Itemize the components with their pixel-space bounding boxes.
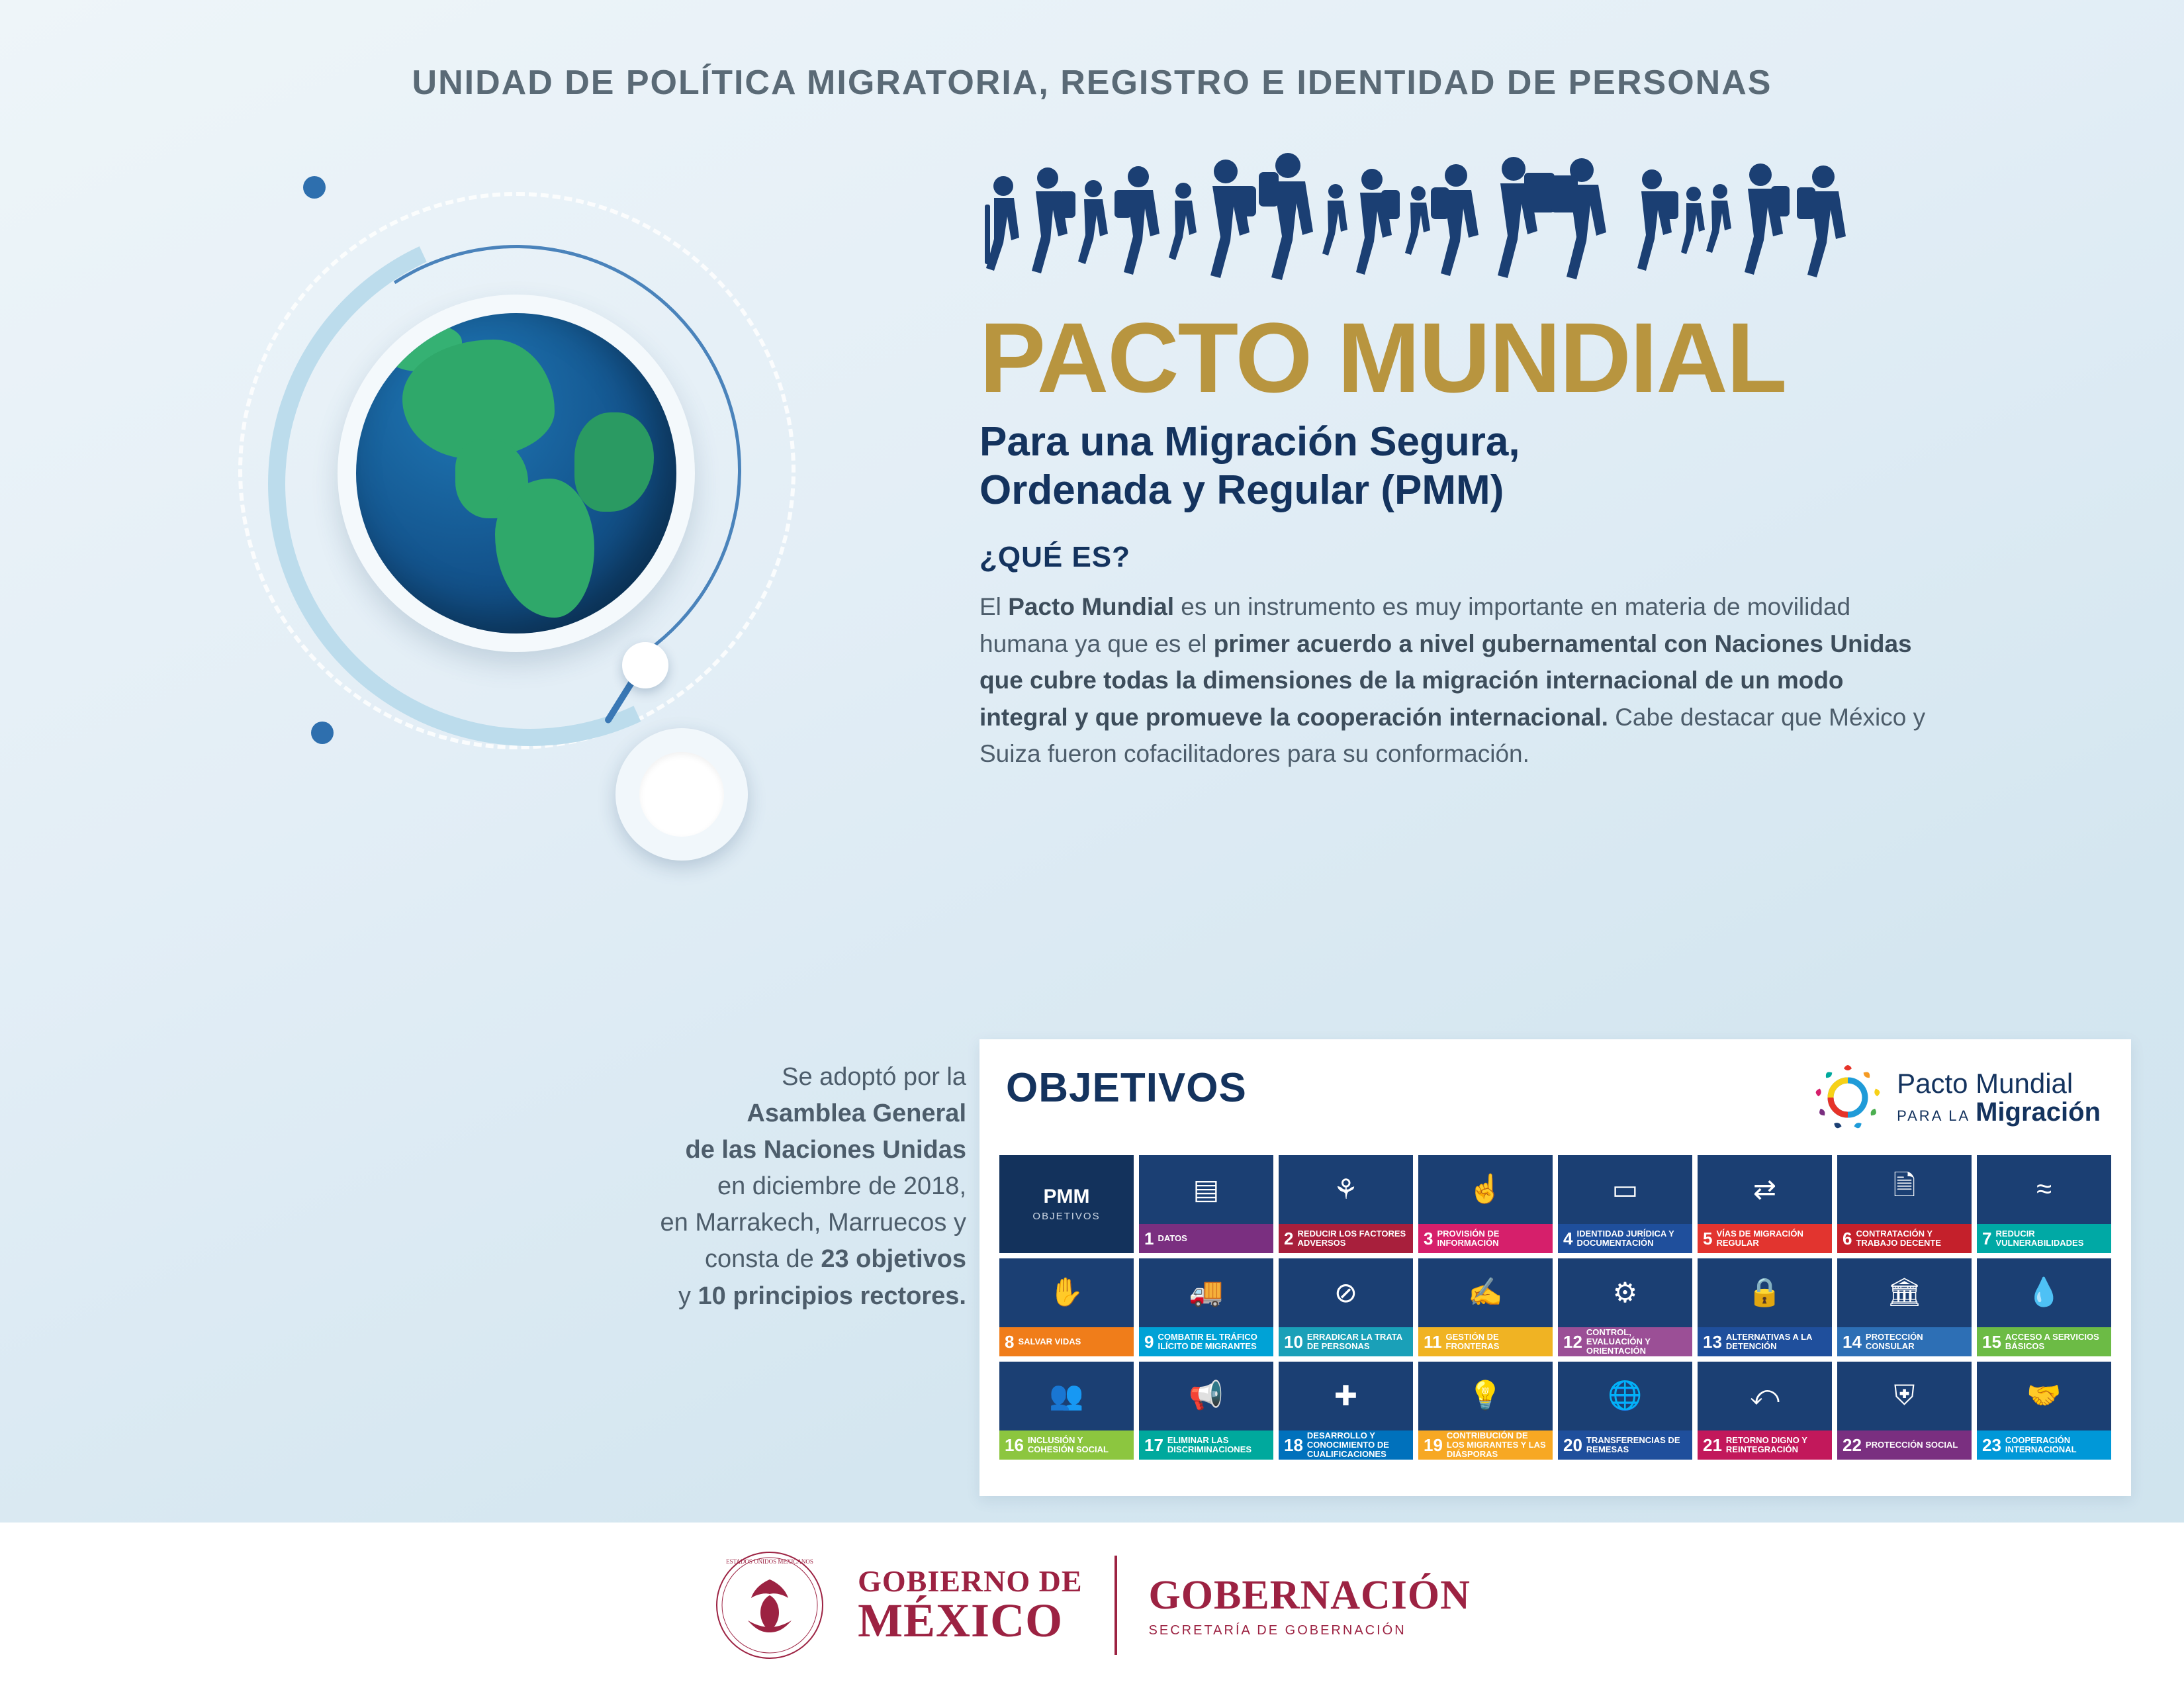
objective-label: INCLUSIÓN Y COHESIÓN SOCIAL — [1027, 1434, 1109, 1454]
building-icon: 🏛 — [1886, 1276, 1923, 1307]
objective-label: PROTECCIÓN SOCIAL — [1865, 1439, 1958, 1450]
objective-label: RETORNO DIGNO Y REINTEGRACIÓN — [1725, 1434, 1807, 1454]
objective-card-7[interactable] — [1977, 1155, 2111, 1253]
hero-title: PACTO MUNDIAL — [979, 302, 1786, 413]
objective-card-1[interactable] — [1139, 1155, 1273, 1253]
truck-icon: 🚚 — [1189, 1276, 1224, 1307]
objective-card-18[interactable] — [1279, 1362, 1413, 1460]
contract-icon: 🗎 — [1893, 1169, 1916, 1201]
pmm-brand-line1: Pacto Mundial — [1897, 1067, 2073, 1099]
objective-footer-5 — [1698, 1224, 1832, 1253]
objective-footer-19 — [1418, 1430, 1553, 1460]
objective-card-5[interactable] — [1698, 1155, 1832, 1253]
objective-card-9[interactable] — [1139, 1258, 1273, 1356]
handshake-globe-icon: 🤝 — [2026, 1379, 2062, 1411]
hero-subtitle — [979, 418, 1926, 514]
objective-footer-9 — [1139, 1327, 1273, 1356]
group-people-icon: 👥 — [1049, 1379, 1084, 1411]
objective-label: TRANSFERENCIAS DE REMESAS — [1586, 1434, 1680, 1454]
skills-icon: ✚ — [1334, 1380, 1358, 1411]
objective-footer-15 — [1977, 1327, 2111, 1356]
objective-footer-14 — [1837, 1327, 1972, 1356]
objective-card-10[interactable] — [1279, 1258, 1413, 1356]
objective-intro-line1: PMM — [1043, 1186, 1090, 1207]
mexican-coat-of-arms-icon — [713, 1549, 826, 1662]
objective-footer-1 — [1139, 1224, 1273, 1253]
lock-icon: 🔒 — [1747, 1276, 1782, 1307]
hands-icon: ≈ — [2036, 1173, 2052, 1204]
adoption-note: Se adoptó por la Asamblea General de las Naciones Unidas en diciembre de 2018, en Marrakech, Marruecos y consta de 23 objetivos y 10 principios rectores. — [660, 1063, 966, 1310]
section-heading-what-is: ¿QUÉ ES? — [979, 541, 1131, 574]
objective-footer-4 — [1558, 1224, 1692, 1253]
objective-number: 12 — [1563, 1331, 1582, 1352]
objective-label: CONTROL, EVALUACIÓN Y ORIENTACIÓN — [1586, 1327, 1651, 1356]
objective-label: VÍAS DE MIGRACIÓN REGULAR — [1716, 1228, 1803, 1248]
svg-text:ESTADOS UNIDOS MEXICANOS: ESTADOS UNIDOS MEXICANOS — [726, 1558, 813, 1565]
objective-card-13[interactable] — [1698, 1258, 1832, 1356]
objective-footer-8 — [999, 1327, 1134, 1356]
objective-card-16[interactable] — [999, 1362, 1134, 1460]
objectives-title: OBJETIVOS — [1006, 1065, 1247, 1111]
ring-endpoint-dot-top — [303, 176, 326, 199]
routes-icon: ⇄ — [1752, 1173, 1777, 1205]
border-stamp-icon: ✍ — [1468, 1276, 1503, 1307]
objective-label: SALVAR VIDAS — [1018, 1336, 1081, 1346]
objective-footer-23 — [1977, 1430, 2111, 1460]
objective-card-14[interactable] — [1837, 1258, 1972, 1356]
objective-footer-10 — [1279, 1327, 1413, 1356]
objective-card-20[interactable] — [1558, 1362, 1692, 1460]
objective-label: ERRADICAR LA TRATA DE PERSONAS — [1306, 1331, 1402, 1351]
no-megaphone-icon: 📢 — [1189, 1379, 1224, 1411]
circle-button-inner — [639, 752, 724, 837]
objective-footer-17 — [1139, 1430, 1273, 1460]
objective-card-6[interactable] — [1837, 1155, 1972, 1253]
footer-divider — [1115, 1556, 1117, 1655]
objective-label: CONTRIBUCIÓN DE LOS MIGRANTES Y LAS DIÁSPORAS — [1446, 1430, 1546, 1460]
water-drop-icon: 💧 — [2026, 1276, 2062, 1307]
objective-number: 8 — [1005, 1331, 1015, 1352]
objective-number: 2 — [1284, 1228, 1294, 1248]
objective-card-23[interactable] — [1977, 1362, 2111, 1460]
hero-subtitle-line2: Ordenada y Regular (PMM) — [979, 467, 1504, 514]
objective-number: 10 — [1284, 1331, 1303, 1352]
idea-icon: 💡 — [1468, 1379, 1503, 1411]
globe-illustration — [218, 152, 867, 980]
objective-label: REDUCIR LOS FACTORES ADVERSOS — [1297, 1228, 1406, 1248]
objective-footer-12 — [1558, 1327, 1692, 1356]
objective-intro-line2: OBJETIVOS — [1032, 1211, 1101, 1222]
id-card-icon: ▭ — [1612, 1173, 1639, 1205]
objective-number: 4 — [1563, 1228, 1573, 1248]
tree-icon: ⚘ — [1333, 1173, 1359, 1205]
objective-footer-6 — [1837, 1224, 1972, 1253]
objective-intro-cell — [999, 1155, 1134, 1253]
ring-endpoint-dot-bottom — [311, 722, 334, 744]
return-icon: ⤺ — [1750, 1379, 1780, 1411]
objective-number: 11 — [1424, 1331, 1442, 1352]
objective-footer-3 — [1418, 1224, 1553, 1253]
objective-label: IDENTIDAD JURÍDICA Y DOCUMENTACIÓN — [1576, 1228, 1674, 1248]
objective-number: 15 — [1982, 1331, 2001, 1352]
objective-label: ALTERNATIVAS A LA DETENCIÓN — [1725, 1331, 1812, 1351]
objective-footer-13 — [1698, 1327, 1832, 1356]
pmm-logo-icon — [1812, 1062, 1884, 1133]
objective-number: 6 — [1843, 1228, 1852, 1248]
objective-label: REDUCIR VULNERABILIDADES — [1995, 1228, 2084, 1248]
hero-subtitle-line1: Para una Migración Segura, — [979, 419, 1520, 465]
globe-icon — [356, 313, 676, 633]
objective-label: CONTRATACIÓN Y TRABAJO DECENTE — [1856, 1228, 1942, 1248]
objective-card-11[interactable] — [1418, 1258, 1553, 1356]
objective-number: 16 — [1005, 1434, 1024, 1455]
pmm-brand — [1812, 1062, 2101, 1133]
pmm-brand-line2-big: Migración — [1976, 1098, 2101, 1127]
objective-card-15[interactable] — [1977, 1258, 2111, 1356]
shield-people-icon: ⛨ — [1893, 1379, 1915, 1411]
objective-card-2[interactable] — [1279, 1155, 1413, 1253]
description-paragraph: El Pacto Mundial es un instrumento es muy importante en materia de movilidad humana ya que es el primer acuerdo a nivel gubernamental con Naciones Unidas que cubre todas la dimensiones de la migración internacional de un modo integral y que promueve la cooperación internacional. Cabe destacar que México y Suiza fueron cofacilitadores para su conformación. — [979, 593, 1926, 768]
objective-label: DESARROLLO Y CONOCIMIENTO DE CUALIFICACIONES — [1306, 1430, 1389, 1460]
gobierno-de-mexico-wordmark — [858, 1564, 1083, 1647]
gear-people-icon: ⚙ — [1612, 1276, 1638, 1308]
objective-card-4[interactable] — [1558, 1155, 1692, 1253]
objective-card-8[interactable] — [999, 1258, 1134, 1356]
page-title: UNIDAD DE POLÍTICA MIGRATORIA, REGISTRO E IDENTIDAD DE PERSONAS — [412, 64, 1772, 102]
migrants-silhouette-icon — [979, 149, 1926, 301]
gov-line-2: MÉXICO — [858, 1594, 1064, 1647]
dept-line-1: GOBERNACIÓN — [1148, 1572, 1471, 1618]
gov-line-1: GOBIERNO DE — [858, 1564, 1083, 1598]
hero-column — [979, 149, 1926, 803]
info-icon: ☝ — [1468, 1172, 1503, 1204]
objective-card-19[interactable] — [1418, 1362, 1553, 1460]
objective-footer-7 — [1977, 1224, 2111, 1253]
objective-label: PROTECCIÓN CONSULAR — [1865, 1331, 1923, 1351]
objective-number: 19 — [1424, 1434, 1443, 1455]
objective-footer-22 — [1837, 1430, 1972, 1460]
objective-number: 1 — [1144, 1228, 1154, 1248]
objective-card-22[interactable] — [1837, 1362, 1972, 1460]
objective-label: ACCESO A SERVICIOS BÁSICOS — [2005, 1331, 2099, 1351]
objective-number: 21 — [1703, 1434, 1722, 1455]
objectives-grid — [999, 1155, 2111, 1460]
objective-card-3[interactable] — [1418, 1155, 1553, 1253]
objective-card-17[interactable] — [1139, 1362, 1273, 1460]
dept-line-2: SECRETARÍA DE GOBERNACIÓN — [1148, 1623, 1406, 1638]
objective-footer-18 — [1279, 1430, 1413, 1460]
objective-number: 17 — [1144, 1434, 1163, 1455]
globe-money-icon: 🌐 — [1608, 1379, 1643, 1411]
objective-label: GESTIÓN DE FRONTERAS — [1445, 1331, 1500, 1351]
objective-number: 9 — [1144, 1331, 1154, 1352]
objective-label: ELIMINAR LAS DISCRIMINACIONES — [1167, 1434, 1252, 1454]
data-icon: ▤ — [1193, 1173, 1220, 1205]
objective-label: COMBATIR EL TRÁFICO ILÍCITO DE MIGRANTES — [1158, 1331, 1257, 1351]
objective-label: COOPERACIÓN INTERNACIONAL — [2005, 1434, 2077, 1454]
pmm-brand-line2-small: PARA LA — [1897, 1107, 1970, 1125]
no-trafficking-icon: ⊘ — [1334, 1276, 1358, 1308]
objective-number: 22 — [1843, 1434, 1862, 1455]
objective-card-21[interactable] — [1698, 1362, 1832, 1460]
objective-label: PROVISIÓN DE INFORMACIÓN — [1437, 1228, 1500, 1248]
footer-bar — [0, 1523, 2184, 1688]
objective-number: 14 — [1843, 1331, 1862, 1352]
objective-number: 18 — [1284, 1434, 1303, 1455]
objective-number: 5 — [1703, 1228, 1713, 1248]
objectives-panel — [979, 1039, 2131, 1496]
objective-footer-21 — [1698, 1430, 1832, 1460]
objective-number: 23 — [1982, 1434, 2001, 1455]
objective-footer-20 — [1558, 1430, 1692, 1460]
rescue-hand-icon: ✋ — [1049, 1276, 1084, 1307]
objective-card-12[interactable] — [1558, 1258, 1692, 1356]
objective-footer-16 — [999, 1430, 1134, 1460]
objective-footer-11 — [1418, 1327, 1553, 1356]
objective-number: 20 — [1563, 1434, 1582, 1455]
objective-number: 3 — [1424, 1228, 1433, 1248]
objective-number: 13 — [1703, 1331, 1722, 1352]
pin-knob — [622, 642, 668, 688]
objective-number: 7 — [1982, 1228, 1992, 1248]
objective-label: DATOS — [1158, 1233, 1187, 1243]
objective-footer-2 — [1279, 1224, 1413, 1253]
gobernacion-wordmark — [1149, 1573, 1471, 1638]
